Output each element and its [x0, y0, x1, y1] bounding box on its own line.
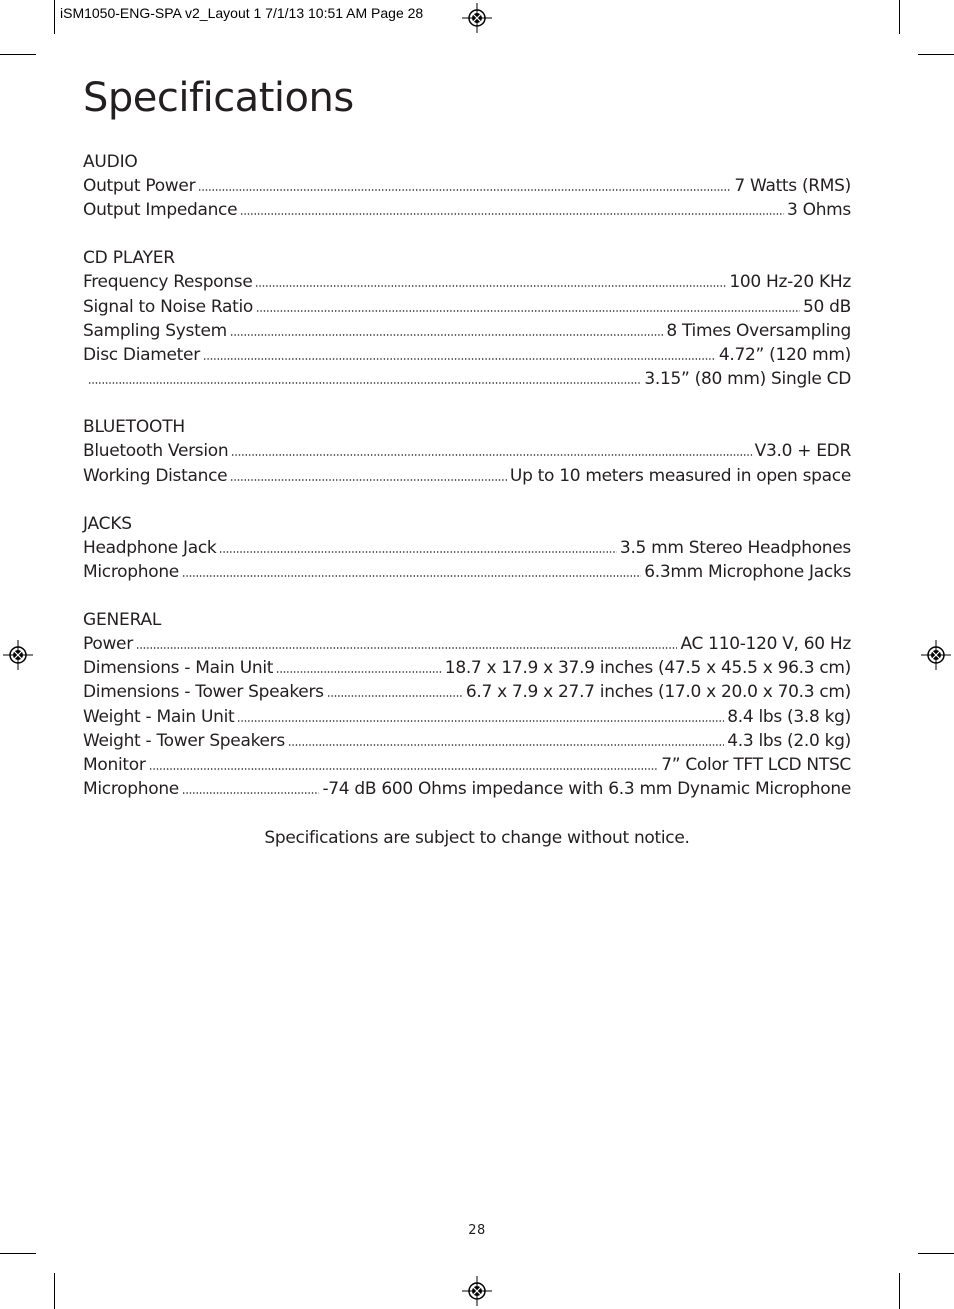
section-bluetooth [83, 415, 851, 487]
dot-leader [203, 358, 716, 360]
spec-value: 7 Watts (RMS) [734, 176, 851, 196]
spec-row [83, 777, 851, 801]
crop-mark-icon [54, 0, 55, 34]
page-number: 28 [468, 1223, 486, 1238]
spec-value: 7” Color TFT LCD NTSC [661, 755, 851, 775]
crop-mark-icon [0, 1253, 36, 1254]
spec-label: Disc Diameter [83, 344, 200, 365]
spec-label: Sampling System [83, 320, 227, 341]
spec-row [83, 367, 851, 391]
section-heading: JACKS [83, 513, 132, 534]
crop-mark-icon [899, 1273, 900, 1309]
spec-row [83, 536, 851, 560]
dot-leader [327, 695, 463, 697]
spec-row [83, 295, 851, 319]
spec-label: Weight - Main Unit [83, 706, 235, 727]
crop-mark-icon [0, 54, 36, 55]
crop-mark-icon [918, 1253, 954, 1254]
registration-mark-icon [3, 640, 33, 670]
registration-mark-icon [462, 1276, 492, 1306]
section-heading: AUDIO [83, 152, 138, 172]
spec-label: Microphone [83, 561, 179, 582]
spec-value: 4.72” (120 mm) [718, 344, 851, 365]
section-cd-player [83, 246, 851, 391]
dot-leader [198, 189, 731, 191]
spec-row [83, 705, 851, 729]
spec-label: Working Distance [83, 465, 228, 486]
dot-leader [182, 792, 319, 794]
printer-slug-line: iSM1050-ENG-SPA v2_Layout 1 7/1/13 10:51 AM Page 28 [60, 5, 424, 21]
spec-row [83, 343, 851, 367]
crop-mark-icon [918, 54, 954, 55]
spec-row [83, 753, 851, 777]
dot-leader [182, 575, 641, 577]
spec-value: 6.7 x 7.9 x 27.7 inches (17.0 x 20.0 x 70.3 cm) [465, 682, 851, 703]
spec-value: 8 Times Oversampling [666, 320, 851, 341]
dot-leader [230, 334, 664, 336]
section-general [83, 608, 851, 801]
spec-value: 3 Ohms [787, 200, 851, 221]
dot-leader [288, 744, 724, 746]
spec-label: Bluetooth Version [83, 441, 229, 462]
spec-value: 4.3 lbs (2.0 kg) [727, 730, 851, 751]
page-title: Specifications [83, 75, 354, 121]
spec-value: 18.7 x 17.9 x 37.9 inches (47.5 x 45.5 x 96.3 cm) [444, 658, 851, 679]
spec-row [83, 632, 851, 656]
dot-leader [231, 454, 751, 456]
spec-value: 6.3mm Microphone Jacks [644, 561, 851, 582]
spec-value: -74 dB 600 Ohms impedance with 6.3 mm Dynamic Microphone [322, 779, 851, 800]
spec-label: Microphone [83, 779, 179, 800]
dot-leader [256, 310, 800, 312]
spec-row [83, 464, 851, 488]
section-heading: CD PLAYER [83, 248, 175, 269]
dot-leader [136, 647, 678, 649]
specifications-list [83, 150, 851, 825]
spec-value: 50 dB [803, 296, 851, 317]
spec-label: Output Power [83, 176, 196, 196]
spec-row [83, 270, 851, 294]
change-notice: Specifications are subject to change without notice. [264, 828, 690, 848]
dot-leader [237, 720, 724, 722]
crop-mark-icon [899, 0, 900, 34]
spec-row [83, 656, 851, 680]
spec-label: Output Impedance [83, 200, 238, 221]
spec-label: Power [83, 634, 133, 655]
spec-label: Headphone Jack [83, 537, 217, 558]
spec-label: Monitor [83, 755, 146, 775]
spec-value: 100 Hz-20 KHz [729, 272, 851, 293]
registration-mark-icon [921, 640, 951, 670]
spec-value: V3.0 + EDR [754, 441, 851, 462]
spec-row [83, 560, 851, 584]
spec-label: Weight - Tower Speakers [83, 730, 285, 751]
dot-leader [240, 213, 784, 215]
registration-mark-icon [462, 3, 492, 33]
spec-row [83, 680, 851, 704]
spec-row [83, 174, 851, 198]
spec-value: Up to 10 meters measured in open space [509, 465, 851, 486]
spec-value: 8.4 lbs (3.8 kg) [727, 706, 851, 727]
spec-value: 3.15” (80 mm) Single CD [644, 369, 851, 390]
crop-mark-icon [54, 1273, 55, 1309]
section-heading: GENERAL [83, 610, 162, 631]
spec-value: AC 110-120 V, 60 Hz [680, 634, 851, 655]
spec-row [83, 198, 851, 222]
spec-label: Dimensions - Tower Speakers [83, 682, 324, 703]
spec-label: Signal to Noise Ratio [83, 296, 254, 317]
section-audio [83, 150, 851, 222]
dot-leader [276, 671, 442, 673]
dot-leader [255, 285, 726, 287]
spec-row [83, 439, 851, 463]
dot-leader [88, 382, 641, 384]
dot-leader [230, 479, 507, 481]
section-jacks [83, 512, 851, 584]
spec-label: Dimensions - Main Unit [83, 658, 274, 679]
spec-label: Frequency Response [83, 272, 253, 293]
dot-leader [219, 551, 616, 553]
spec-row [83, 319, 851, 343]
dot-leader [149, 768, 659, 770]
spec-row [83, 729, 851, 753]
spec-value: 3.5 mm Stereo Headphones [619, 537, 851, 558]
section-heading: BLUETOOTH [83, 417, 185, 438]
